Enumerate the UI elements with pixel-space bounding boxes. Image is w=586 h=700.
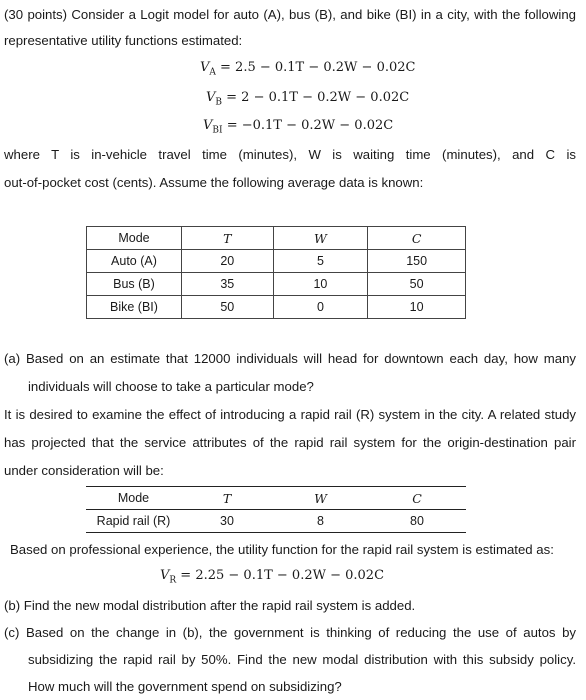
part-a-line-2: individuals will choose to take a particular mode? (28, 379, 314, 394)
table-cell: 35 (181, 273, 273, 296)
utility-expression: = 2.25 − 0.1T − 0.2W − 0.02C (176, 568, 385, 583)
intro-line-2: representative utility functions estimated: (4, 33, 243, 48)
utility-subscript: B (215, 97, 223, 108)
table-cell: Bus (B) (87, 273, 182, 296)
table-cell: 50 (368, 273, 466, 296)
table-cell: 8 (273, 510, 368, 533)
intro-line-1: (30 points) Consider a Logit model for auto (A), bus (B), and bike (BI) in a city, with the following (4, 7, 576, 22)
table-cell: 150 (368, 250, 466, 273)
utility-symbol: V (203, 118, 213, 133)
table-cell: Rapid rail (R) (86, 510, 181, 533)
utility-subscript: R (169, 575, 177, 586)
where-line-2: out-of-pocket cost (cents). Assume the following average data is known: (4, 175, 424, 190)
table-cell: 50 (181, 296, 273, 319)
rail-utility-intro: Based on professional experience, the utility function for the rapid rail system is estimated as: (10, 542, 554, 557)
table-cell: Bike (BI) (87, 296, 182, 319)
part-c-line-2: subsidizing the rapid rail by 50%. Find the new modal distribution with this subsidy policy. (28, 652, 576, 667)
table-cell: 30 (181, 510, 273, 533)
table-cell: 5 (273, 250, 368, 273)
header-c: C (368, 227, 466, 250)
part-c-line-3: How much will the government spend on subsidizing? (28, 679, 342, 694)
table-cell: 20 (181, 250, 273, 273)
utility-symbol: V (160, 568, 170, 583)
table-row (87, 273, 466, 296)
utility-rail (160, 568, 384, 586)
table-cell: Auto (A) (87, 250, 182, 273)
table-row (86, 510, 466, 533)
table-row (87, 250, 466, 273)
utility-symbol: V (200, 60, 210, 75)
utility-expression: = 2 − 0.1T − 0.2W − 0.02C (222, 90, 410, 105)
header-mode: Mode (87, 227, 182, 250)
part-a-line-1: (a) Based on an estimate that 12000 individuals will head for downtown each day, how many (4, 351, 576, 366)
table-header-row (87, 227, 466, 250)
header-mode: Mode (117, 491, 150, 505)
utility-subscript: A (209, 67, 216, 78)
header-w: W (273, 227, 368, 250)
header-t: T (181, 227, 273, 250)
header-w: W (314, 490, 327, 506)
utility-bus (206, 90, 409, 108)
table-cell: 10 (368, 296, 466, 319)
part-c-line-1: (c) Based on the change in (b), the government is thinking of reducing the use of autos by (4, 625, 576, 640)
utility-expression: = 2.5 − 0.1T − 0.2W − 0.02C (215, 60, 416, 75)
rapid-rail-table (86, 487, 466, 533)
utility-symbol: V (206, 90, 216, 105)
table-cell: 0 (273, 296, 368, 319)
table-cell: 80 (368, 510, 466, 533)
part-b: (b) Find the new modal distribution after the rapid rail system is added. (4, 598, 416, 613)
table-cell: 10 (273, 273, 368, 296)
header-c: C (412, 490, 422, 506)
rail-intro-line-2: has projected that the service attributes of the rapid rail system for the origin-destination pair (4, 435, 576, 450)
utility-auto (200, 60, 415, 78)
utility-subscript: BI (212, 125, 223, 136)
where-line-1: where T is in-vehicle travel time (minutes), W is waiting time (minutes), and C is (4, 147, 576, 162)
header-t: T (222, 490, 232, 506)
utility-expression: = −0.1T − 0.2W − 0.02C (222, 118, 394, 133)
utility-bike (203, 118, 393, 136)
mode-attributes-table (86, 226, 466, 319)
rail-intro-line-3: under consideration will be: (4, 463, 164, 478)
table-row (87, 296, 466, 319)
table-header-row (86, 487, 466, 510)
rail-intro-line-1: It is desired to examine the effect of introducing a rapid rail (R) system in the city. A related study (4, 407, 576, 422)
